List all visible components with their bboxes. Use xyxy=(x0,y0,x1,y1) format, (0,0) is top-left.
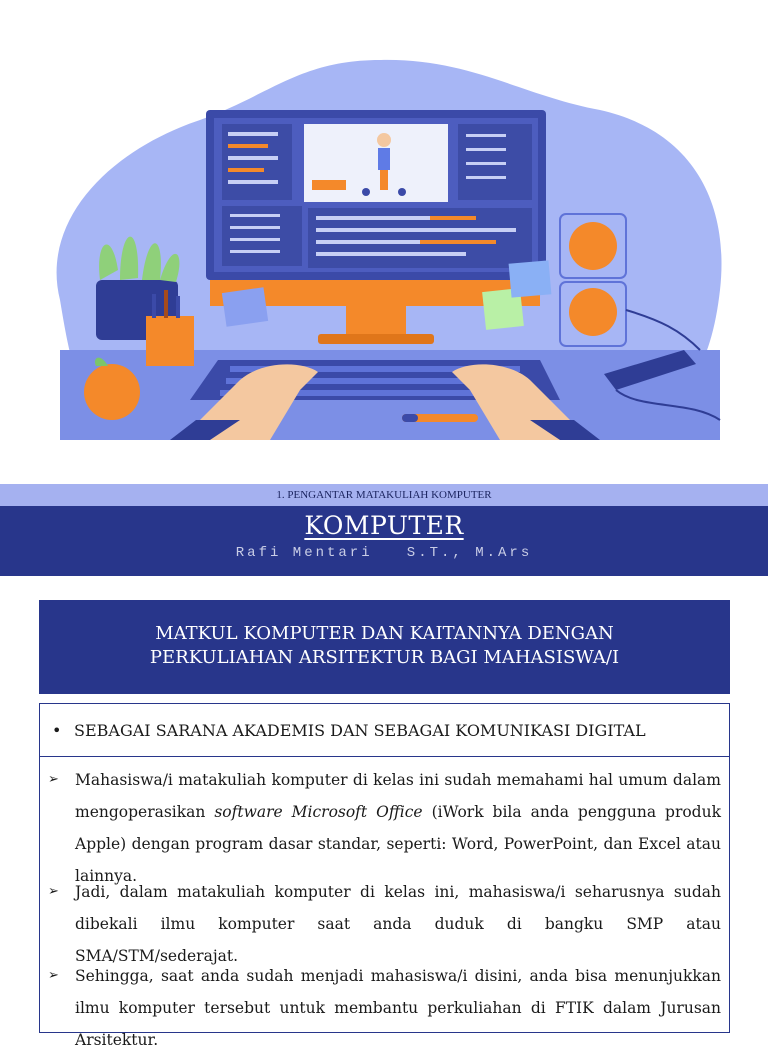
content-box xyxy=(39,703,730,1049)
paragraph-1-emphasis: software Microsoft Office xyxy=(214,803,423,821)
arrow-bullet-icon: ➢ xyxy=(48,884,59,899)
bullet-item xyxy=(40,704,729,757)
paragraph-3 xyxy=(48,960,721,1056)
bullet-text: SEBAGAI SARANA AKADEMIS DAN SEBAGAI KOMUNIKASI DIGITAL xyxy=(74,721,646,740)
author-name: Rafi Mentari S.T., M.Ars xyxy=(235,545,533,561)
paragraph-1-text xyxy=(75,764,721,892)
computer-workspace-illustration xyxy=(0,0,768,484)
paragraph-2 xyxy=(48,876,721,972)
arrow-bullet-icon: ➢ xyxy=(48,772,59,787)
arrow-bullet-icon: ➢ xyxy=(48,968,59,983)
title-banner xyxy=(0,506,768,576)
paragraph-1-part-a: Mahasiswa/i matakuliah komputer di kelas ini sudah memahami hal umum dalam mengoperasikan xyxy=(75,771,721,821)
page-title: KOMPUTER xyxy=(304,511,464,540)
paragraph-3-text: Sehingga, saat anda sudah menjadi mahasiswa/i disini, anda bisa menunjukkan ilmu komputer tersebut untuk membantu perkuliahan di FTIK dalam Jurusan Arsitektur. xyxy=(75,967,721,1049)
section-heading-line-2: PERKULIAHAN ARSITEKTUR BAGI MAHASISWA/I xyxy=(149,647,620,668)
bullet-dot-icon: • xyxy=(52,721,62,740)
course-section-bar: 1. PENGANTAR MATAKULIAH KOMPUTER xyxy=(0,484,768,506)
paragraph-1-part-b: (iWork bila anda pengguna produk Apple) dengan program dasar standar, seperti: Word, PowerPoint, dan Excel atau lainnya. xyxy=(75,803,721,885)
paragraph-1 xyxy=(48,764,721,892)
hero-illustration xyxy=(0,0,768,484)
paragraph-2-text: Jadi, dalam matakuliah komputer di kelas ini, mahasiswa/i seharusnya sudah dibekali ilmu komputer saat anda duduk di bangku SMP atau SMA/STM/sederajat. xyxy=(75,883,721,965)
section-heading-line-1: MATKUL KOMPUTER DAN KAITANNYA DENGAN xyxy=(155,623,614,644)
section-heading xyxy=(39,600,730,694)
